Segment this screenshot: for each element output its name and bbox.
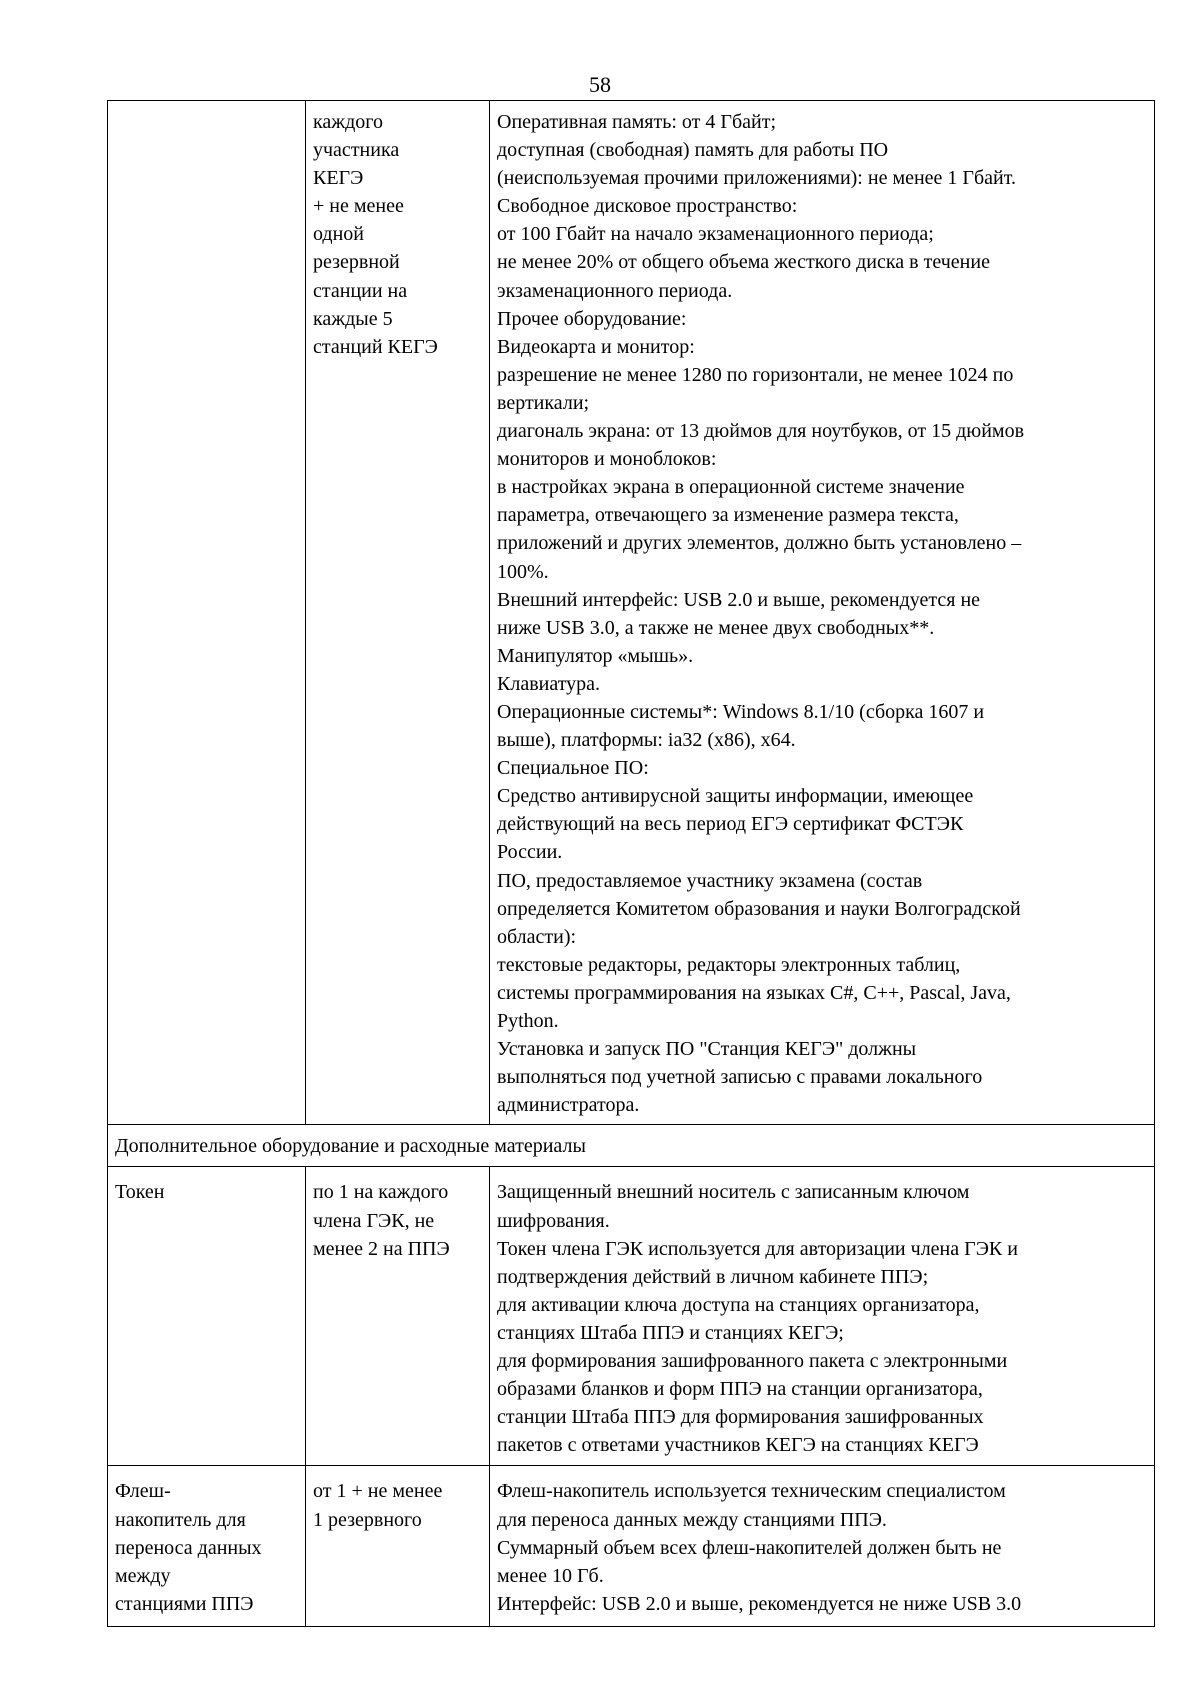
text-line: диагональ экрана: от 13 дюймов для ноутбуков, от 15 дюймов [497,420,1025,443]
text-line: выполняться под учетной записью с правами локального [497,1066,983,1089]
text-line: Клавиатура. [497,672,601,695]
text-line: станциях Штаба ППЭ и станциях КЕГЭ; [497,1321,844,1344]
cell-quantity-continuation [306,101,490,1125]
text-line: Флеш- [115,1480,171,1503]
text-line: Специальное ПО: [497,757,649,780]
text-line: пакетов с ответами участников КЕГЭ на станциях КЕГЭ [497,1434,979,1457]
text-line: каждые 5 [313,307,393,330]
text-line: (неиспользуемая прочими приложениями): не менее 1 Гбайт. [497,167,1016,190]
text-line: Свободное дисковое пространство: [497,195,798,218]
text-line: Защищенный внешний носитель с записанным ключом [497,1181,970,1204]
cell-name-continuation [108,101,306,1125]
cell-requirements-token [490,1167,1155,1466]
text-line: между [115,1564,171,1587]
text-line: Видеокарта и монитор: [497,335,695,358]
cell-quantity-token [306,1167,490,1466]
text-line: менее 10 Гб. [497,1564,604,1587]
text-line: ПО, предоставляемое участнику экзамена (состав [497,869,923,892]
text-line: Флеш-накопитель используется техническим специалистом [497,1480,1006,1503]
text-line: по 1 на каждого [313,1181,449,1204]
text-line: переноса данных [115,1536,262,1559]
text-line: доступная (свободная) память для работы ПО [497,139,889,162]
cell-quantity-flash-drive [306,1466,490,1626]
text-line: ниже USB 3.0, а также не менее двух свободных**. [497,616,935,639]
text-line: 100%. [497,560,549,583]
text-line: мониторов и моноблоков: [497,448,717,471]
text-line: приложений и других элементов, должно быть установлено – [497,532,1022,555]
text-line: Внешний интерфейс: USB 2.0 и выше, рекомендуется не [497,588,981,611]
text-line: Токен [115,1181,165,1204]
text-line: 1 резервного [313,1508,422,1531]
cell-name-token [108,1167,306,1466]
text-line: в настройках экрана в операционной системе значение [497,476,965,499]
text-line: накопитель для [115,1508,246,1531]
text-line: администратора. [497,1094,640,1117]
text-line: экзаменационного периода. [497,279,733,302]
text-line: образами бланков и форм ППЭ на станции организатора, [497,1378,983,1401]
text-line: текстовые редакторы, редакторы электронных таблиц, [497,953,961,976]
text-line: Токен члена ГЭК используется для авторизации члена ГЭК и [497,1237,1018,1260]
text-line: Оперативная память: от 4 Гбайт; [497,111,776,133]
table-row-flash-drive [108,1466,1155,1626]
text-line: члена ГЭК, не [313,1209,435,1232]
text-line: станции Штаба ППЭ для формирования зашифрованных [497,1406,984,1429]
text-line: + не менее [313,195,404,218]
text-line: от 1 + не менее [313,1480,443,1503]
text-line: действующий на весь период ЕГЭ сертификат ФСТЭК [497,813,964,836]
text-line: системы программирования на языках C#, C++, Pascal, Java, [497,981,1011,1004]
text-line: параметра, отвечающего за изменение размера текста, [497,504,959,527]
table-row-section [108,1125,1155,1167]
text-line: шифрования. [497,1209,610,1232]
text-line: определяется Комитетом образования и науки Волгоградской [497,897,1021,920]
cell-requirements-flash-drive [490,1466,1155,1626]
text-line: не менее 20% от общего объема жесткого диска в течение [497,251,990,274]
text-line: для формирования зашифрованного пакета с электронными [497,1350,1008,1373]
text-line: Средство антивирусной защиты информации, имеющее [497,785,974,808]
text-line: станциями ППЭ [115,1592,254,1615]
table-row-token [108,1167,1155,1466]
text-line: КЕГЭ [313,167,364,190]
text-line: менее 2 на ППЭ [313,1237,450,1260]
text-line: Установка и запуск ПО "Станция КЕГЭ" должны [497,1038,917,1061]
text-line: для переноса данных между станциями ППЭ. [497,1508,887,1531]
text-line: области): [497,925,577,948]
cell-name-flash-drive [108,1466,306,1626]
text-line: вертикали; [497,391,590,414]
text-line: Манипулятор «мышь». [497,644,694,667]
text-line: выше), платформы: ia32 (x86), x64. [497,729,796,752]
section-title: Дополнительное оборудование и расходные материалы [108,1125,1155,1167]
text-line: подтверждения действий в личном кабинете ППЭ; [497,1265,929,1288]
table-row-continuation [108,101,1155,1125]
text-line: Интерфейс: USB 2.0 и выше, рекомендуется не ниже USB 3.0 [497,1592,1022,1615]
text-line: Прочее оборудование: [497,307,687,330]
text-line: Python. [497,1010,559,1032]
text-line: Операционные системы*: Windows 8.1/10 (сборка 1607 и [497,700,985,723]
text-line: разрешение не менее 1280 по горизонтали, не менее 1024 по [497,363,1014,386]
text-line: участника [313,139,400,162]
text-line: Суммарный объем всех флеш-накопителей должен быть не [497,1536,1002,1559]
page-number: 58 [589,72,611,97]
text-line: для активации ключа доступа на станциях организатора, [497,1293,980,1316]
text-line: от 100 Гбайт на начало экзаменационного периода; [497,223,934,246]
text-line: каждого [313,111,383,133]
text-line: одной [313,223,365,246]
text-line: станций КЕГЭ [313,335,438,358]
text-line: станции на [313,279,408,302]
equipment-requirements-table [107,100,1155,1627]
text-line: России. [497,841,563,864]
cell-requirements-continuation [490,101,1155,1125]
text-line: резервной [313,251,400,274]
